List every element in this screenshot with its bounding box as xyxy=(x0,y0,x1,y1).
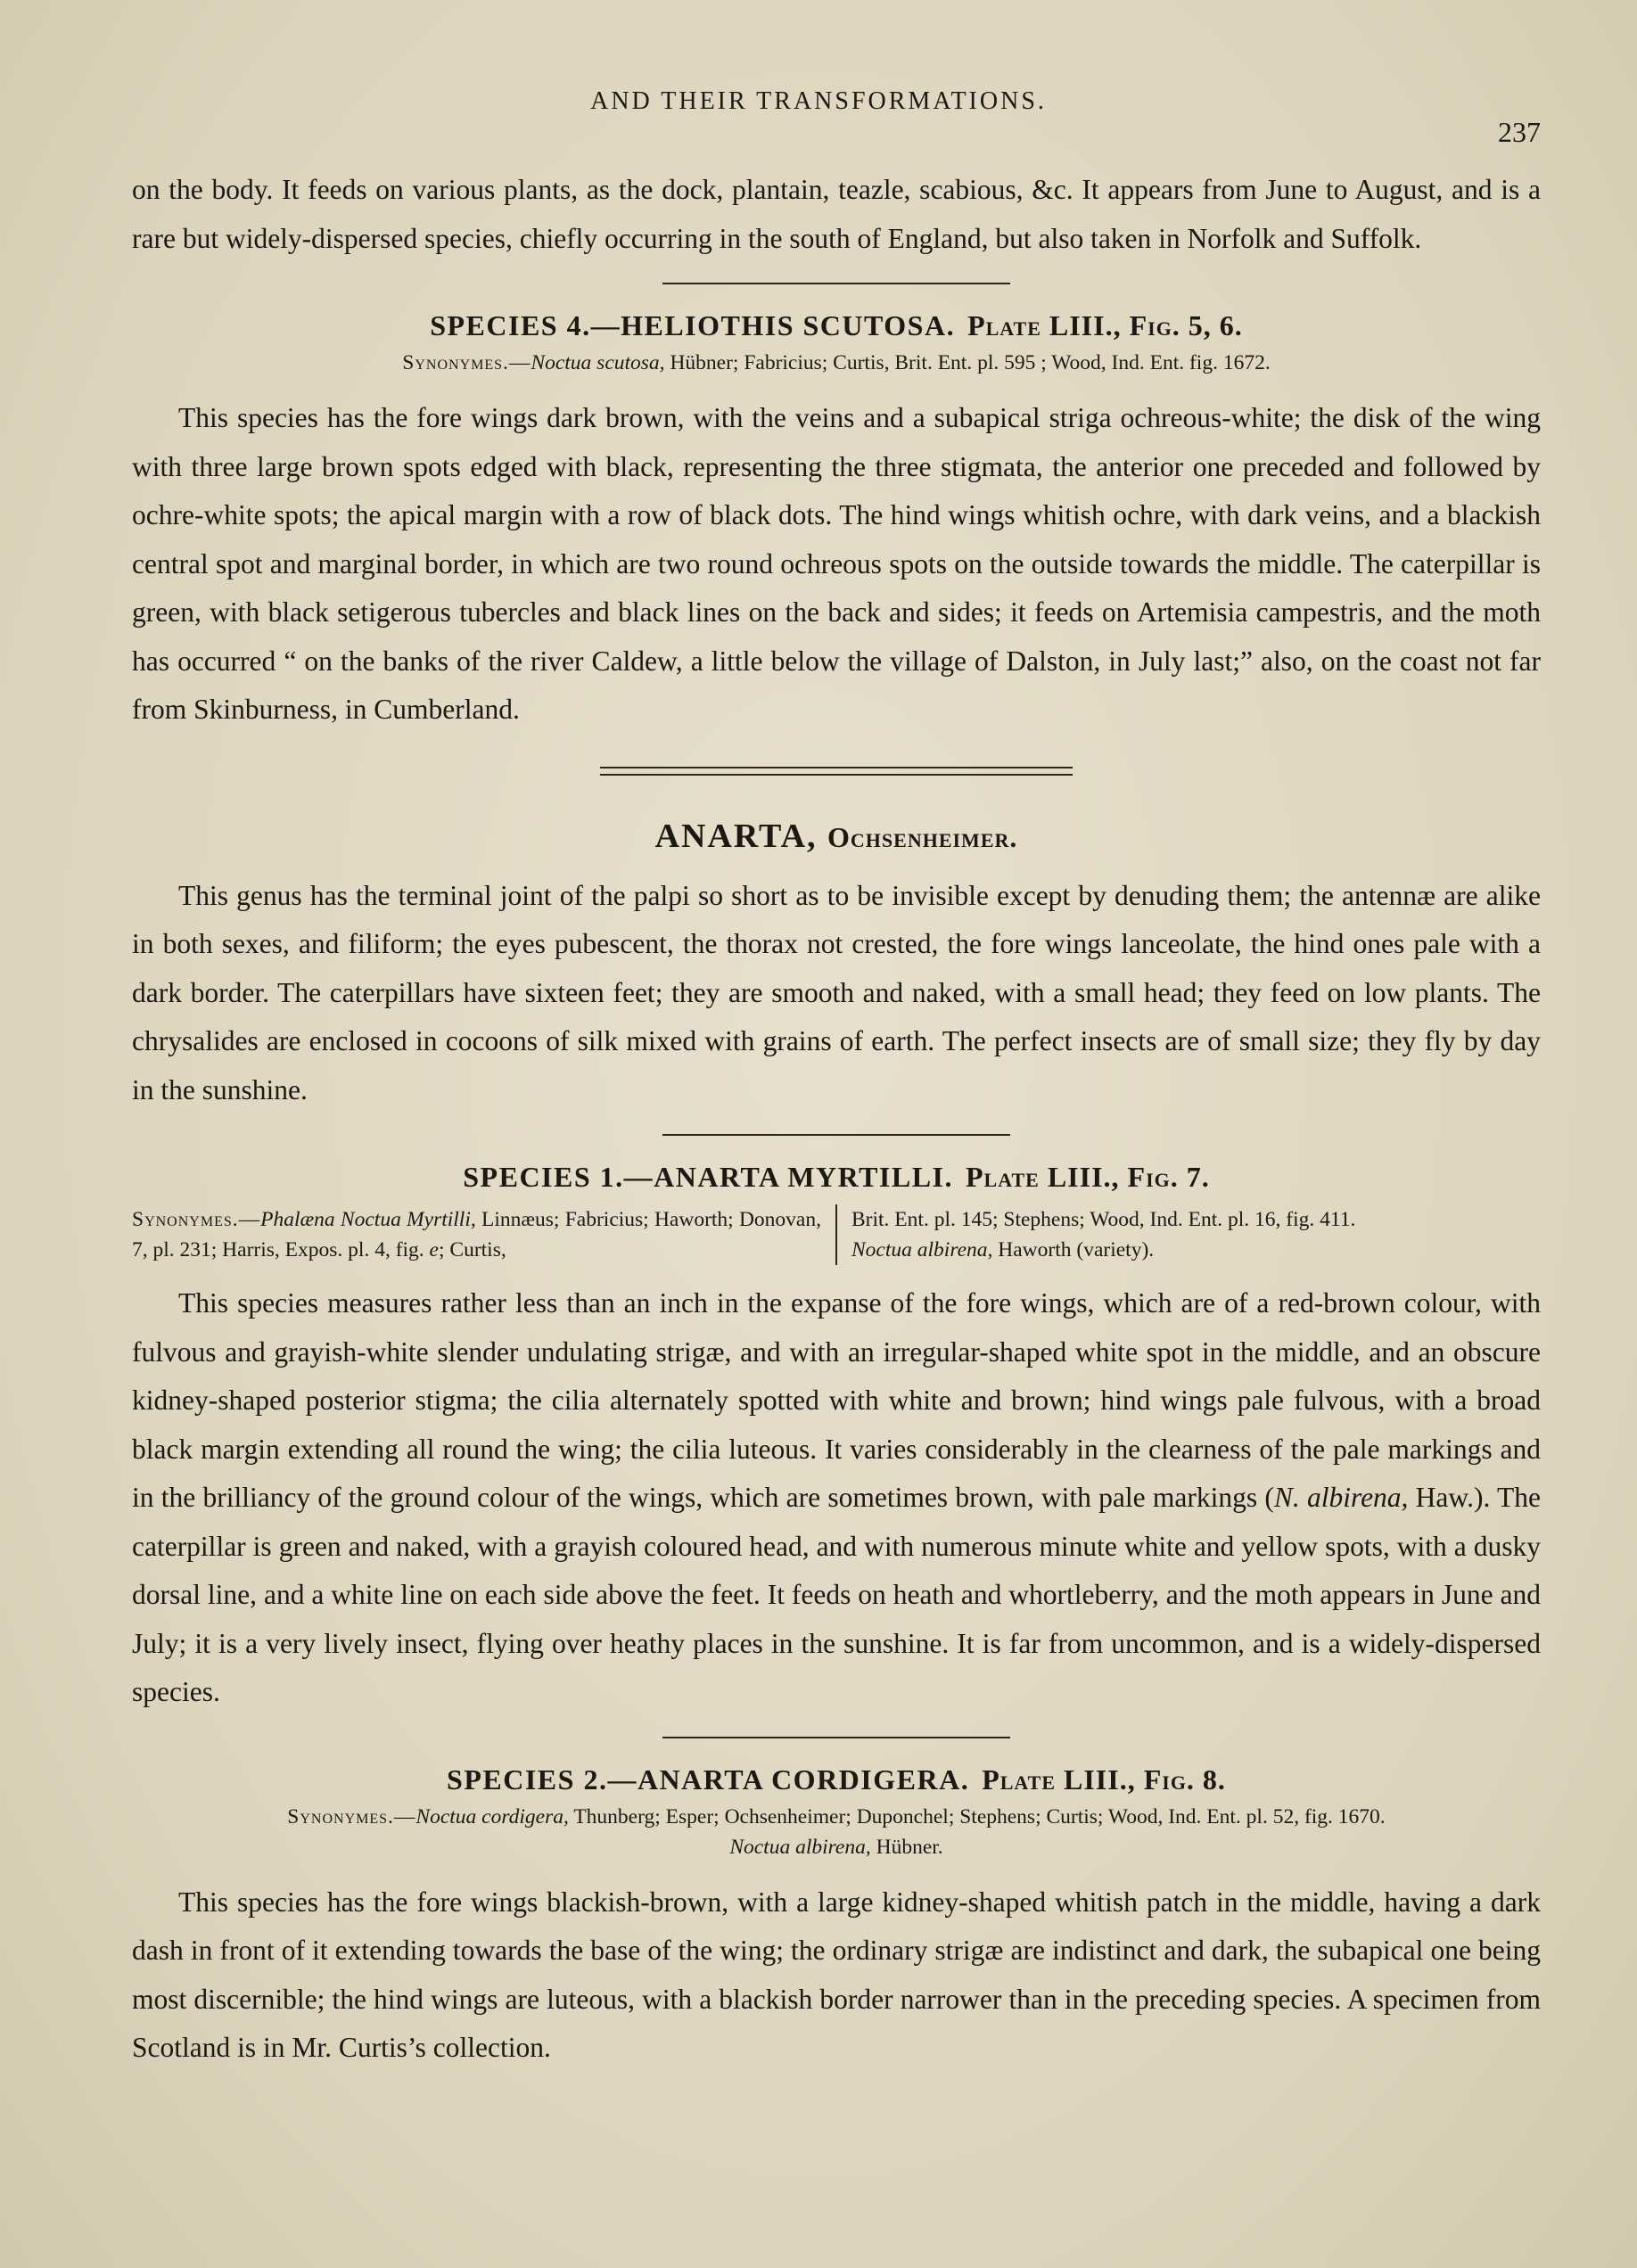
synonym-refs: Brit. Ent. pl. 145; Stephens; Wood, Ind. Ent. pl. 16, fig. 411. xyxy=(851,1208,1356,1231)
genus-double-rule xyxy=(600,767,1073,768)
species-1-heading xyxy=(132,1161,1541,1194)
species-2-title: SPECIES 2.—ANARTA CORDIGERA. xyxy=(447,1763,970,1796)
species-2-plate: Plate LIII., Fig. 8. xyxy=(982,1763,1226,1796)
synonyms-label: Synonymes.— xyxy=(287,1804,416,1828)
section-rule xyxy=(662,1737,1010,1738)
section-rule xyxy=(662,1134,1010,1136)
synonym-name: Phalæna Noctua Myrtilli, xyxy=(260,1208,476,1231)
synonym-name: Noctua cordigera, xyxy=(415,1804,569,1828)
desc-part: Haw.). The caterpillar is green and naked, with a grayish coloured head, and with numerous minute white and yellow spots, with a dusky dorsal line, and a white line on each side above the feet. It feeds on heath and whortleberry, and the moth appears in June and July; it is a very lively insect, flying over heathy places in the sunshine. It is far from uncommon, and is a widely-dispersed species. xyxy=(132,1482,1541,1707)
intro-paragraph: on the body. It feeds on various plants, as the dock, plantain, teazle, scabious, &c. It appears from June to August, and is a rare but widely-dispersed species, chiefly occurring in the south of England, but also taken in Norfolk and Suffolk. xyxy=(132,174,1541,254)
synonym-refs: Linnæus; Fabricius; Haworth; Donovan, 7, pl. 231; Harris, Expos. pl. 4, fig. xyxy=(132,1208,821,1261)
synonym-refs-end: ; Curtis, xyxy=(438,1238,506,1261)
genus-author: Ochsenheimer. xyxy=(827,820,1018,853)
species-4-synonyms xyxy=(132,348,1541,378)
synonym-refs: Thunberg; Esper; Ochsenheimer; Duponchel; Stephens; Curtis; Wood, Ind. Ent. pl. 52, fig. 1670. xyxy=(568,1804,1386,1828)
synonym-name: Noctua scutosa, xyxy=(531,351,665,374)
synonyms-label: Synonymes.— xyxy=(402,351,531,374)
synonym-refs: Hübner; Fabricius; Curtis, Brit. Ent. pl. 595 ; Wood, Ind. Ent. fig. 1672. xyxy=(664,351,1271,374)
genus-name: ANARTA, xyxy=(654,817,818,855)
species-1-title: SPECIES 1.—ANARTA MYRTILLI. xyxy=(463,1161,953,1193)
synonym-fig-letter: e xyxy=(429,1238,439,1261)
synonyms-right-column xyxy=(837,1204,1541,1265)
synonyms-left-column xyxy=(132,1204,837,1265)
genus-description: This genus has the terminal joint of the palpi so short as to be invisible except by denuding them; the antennæ are alike in both sexes, and filiform; the eyes pubescent, the thorax not crested, the fore wings lanceolate, the hind ones pale with a dark border. The caterpillars have sixteen feet; they are smooth and naked, with a small head; they feed on low plants. The chrysalides are enclosed in cocoons of silk mixed with grains of earth. The perfect insects are of small size; they fly by day in the sunshine. xyxy=(132,879,1541,1105)
species-1-synonyms xyxy=(132,1204,1541,1265)
synonym-refs-2: Hübner. xyxy=(870,1835,943,1859)
synonyms-label: Synonymes.— xyxy=(132,1208,261,1231)
genus-heading xyxy=(132,817,1541,856)
section-rule xyxy=(662,283,1010,284)
species-2-synonyms xyxy=(132,1802,1541,1862)
synonym-variety-author: Haworth (variety). xyxy=(992,1238,1155,1261)
species-1-plate: Plate LIII., Fig. 7. xyxy=(966,1161,1210,1193)
page-number: 237 xyxy=(1498,116,1541,148)
synonym-variety-name: Noctua albirena, xyxy=(851,1238,993,1261)
species-1-description xyxy=(132,1279,1541,1717)
desc-italic-name: N. albirena, xyxy=(1273,1482,1409,1513)
species-2-description: This species has the fore wings blackish-brown, with a large kidney-shaped whitish patch in the middle, having a dark dash in front of it extending towards the base of the wing; the ordinary strigæ are indistinct and dark, the subapical one being most discernible; the hind wings are luteous, with a blackish border narrower than in the preceding species. A specimen from Scotland is in Mr. Curtis’s collection. xyxy=(132,1886,1541,2063)
species-4-title: SPECIES 4.—HELIOTHIS SCUTOSA. xyxy=(430,309,956,341)
species-4-description: This species has the fore wings dark brown, with the veins and a subapical striga ochreous-white; the disk of the wing with three large brown spots edged with black, representing the three stigmata, the anterior one preceded and followed by ochre-white spots; the apical margin with a row of black dots. The hind wings whitish ochre, with dark veins, and a blackish central spot and marginal border, in which are two round ochreous spots on the outside towards the middle. The caterpillar is green, with black setigerous tubercles and black lines on the back and sides; it feeds on Artemisia campestris, and the moth has occurred “ on the banks of the river Caldew, a little below the village of Dalston, in July last;” also, on the coast not far from Skinburness, in Cumberland. xyxy=(132,402,1541,725)
species-4-heading xyxy=(132,309,1541,342)
synonym-name-2: Noctua albirena, xyxy=(729,1835,871,1859)
species-4-plate: Plate LIII., Fig. 5, 6. xyxy=(967,309,1243,341)
desc-part: This species measures rather less than an inch in the expanse of the fore wings, which are of a red-brown colour, with fulvous and grayish-white slender undulating strigæ, and with an irregular-shaped white spot in the middle, and an obscure kidney-shaped posterior stigma; the cilia alternately spotted with white and brown; hind wings pale fulvous, with a broad black margin extending all round the wing; the cilia luteous. It varies considerably in the clearness of the pale markings and in the brilliancy of the ground colour of the wings, which are sometimes brown, with pale markings ( xyxy=(132,1287,1541,1513)
page-content xyxy=(132,166,1541,2073)
running-header: AND THEIR TRANSFORMATIONS. xyxy=(590,87,1047,115)
species-2-heading xyxy=(132,1763,1541,1796)
